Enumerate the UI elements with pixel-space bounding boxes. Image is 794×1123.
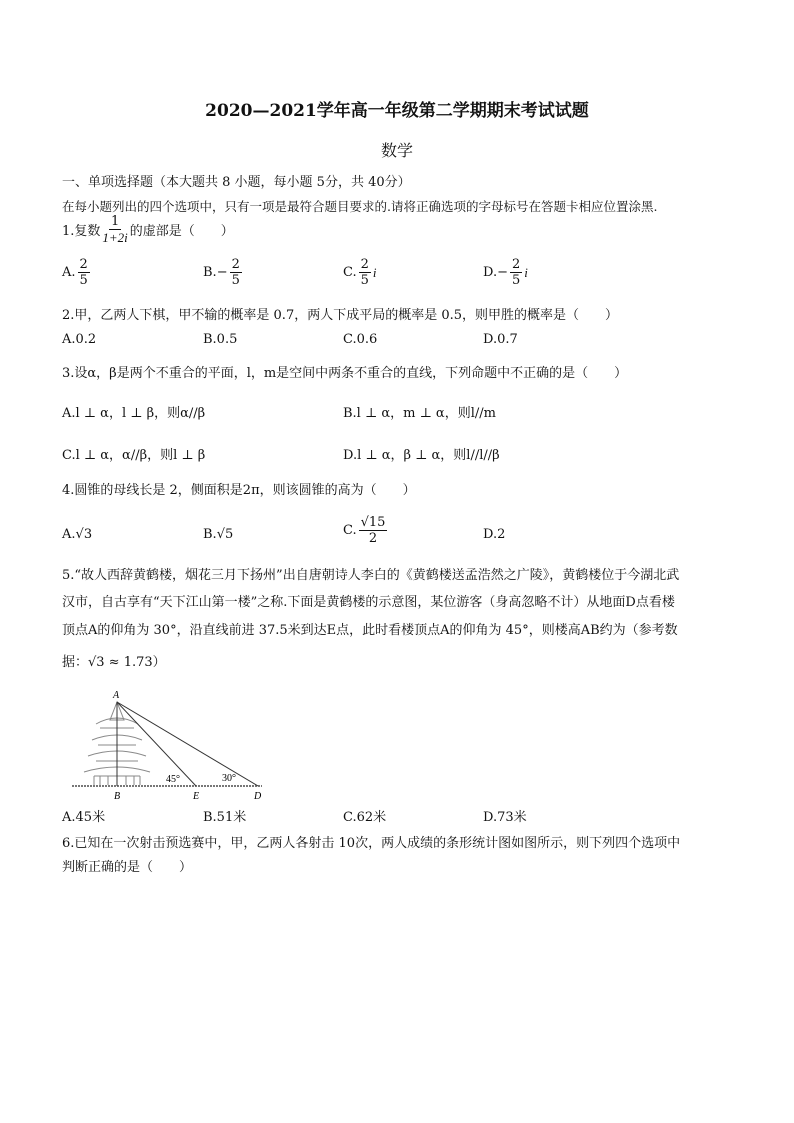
imag-unit: i (372, 264, 377, 280)
numerator: 2 (231, 257, 240, 272)
point-d-label: D (254, 791, 262, 802)
q5-option-c[interactable]: C.62米 (343, 810, 387, 825)
numerator: 1 (110, 214, 120, 229)
sign: − (216, 265, 228, 280)
question-4: 4.圆锥的母线长是 2，侧面积是2π，则该圆锥的高为（ ） (62, 483, 416, 498)
q2-option-d[interactable]: D.0.7 (483, 332, 518, 347)
label: A. (62, 265, 76, 280)
sign: − (497, 265, 508, 280)
question-3: 3.设α，β是两个不重合的平面，l，m是空间中两条不重合的直线，下列命题中不正确的是（ ） (62, 366, 628, 381)
value: √3 (75, 527, 93, 542)
label: B. (203, 265, 217, 280)
instruction: 在每小题列出的四个选项中，只有一项是最符合题目要求的.请将正确选项的字母标号在答题卡相应位置涂黑. (62, 199, 658, 214)
q6-line-2: 判断正确的是（ ） (62, 860, 193, 875)
q2-option-c[interactable]: C.0.6 (343, 332, 378, 347)
label: D.2 (483, 527, 506, 542)
subject-title: 数学 (380, 141, 413, 160)
denominator: 5 (512, 273, 521, 288)
q5-line-3: 顶点A的仰角为 30°，沿直线前进 37.5米到达E点，此时看楼顶点A的仰角为 45°，则楼高AB约为（参考数 (62, 623, 678, 638)
numerator: 2 (360, 257, 369, 272)
label: D. (483, 265, 498, 280)
section-heading: 一、单项选择题（本大题共 8 小题，每小题 5分，共 40分） (62, 175, 411, 190)
q1-prefix: 1.复数 (62, 224, 101, 239)
point-e-label: E (193, 791, 200, 802)
exam-title: 2020—2021学年高一年级第二学期期末考试试题 (205, 101, 589, 121)
q5-line-2: 汉市，自古享有“天下江山第一楼”之称.下面是黄鹤楼的示意图，某位游客（身高忽略不计）从地面D点看楼 (62, 595, 675, 610)
denominator: 1+2i (102, 230, 128, 245)
angle-45-label: 45° (166, 774, 180, 785)
q2-option-b[interactable]: B.0.5 (203, 332, 238, 347)
denominator: 5 (231, 273, 240, 288)
denominator: 5 (79, 273, 88, 288)
label: B. (203, 527, 217, 542)
imag-unit: i (524, 264, 528, 280)
q1-suffix: 的虚部是（ ） (129, 224, 234, 239)
q5-option-a[interactable]: A.45米 (62, 810, 106, 825)
numerator: 2 (79, 257, 88, 272)
q5-option-b[interactable]: B.51米 (203, 810, 247, 825)
point-a-label: A (113, 690, 120, 701)
q3-option-b[interactable]: B.l ⊥ α，m ⊥ α，则l//m (343, 406, 496, 421)
denominator: 5 (360, 273, 369, 288)
label: C. (343, 265, 357, 280)
label: C. (343, 523, 357, 538)
segment-ae (117, 702, 196, 786)
q3-option-a[interactable]: A.l ⊥ α，l ⊥ β，则α//β (62, 406, 206, 421)
q3-option-c[interactable]: C.l ⊥ α，α//β，则l ⊥ β (62, 448, 206, 463)
q5-option-d[interactable]: D.73米 (483, 810, 527, 825)
label: A. (62, 527, 76, 542)
question-2: 2.甲，乙两人下棋，甲不输的概率是 0.7，两人下成平局的概率是 0.5，则甲胜的概率是（ ） (62, 308, 619, 323)
denominator: 2 (368, 531, 378, 546)
point-b-label: B (114, 791, 121, 802)
numerator: 2 (512, 257, 521, 272)
numerator: √15 (360, 515, 386, 530)
q3-option-d[interactable]: D.l ⊥ α，β ⊥ α，则l//l//β (343, 448, 500, 463)
q2-option-a[interactable]: A.0.2 (62, 332, 97, 347)
value: √5 (216, 527, 234, 542)
segment-ad (117, 702, 258, 786)
q5-line-1: 5.“故人西辞黄鹤楼，烟花三月下扬州”出自唐朝诗人李白的《黄鹤楼送孟浩然之广陵》，黄鹤楼位于今湖北武 (62, 568, 680, 583)
q5-line-4: 据：√3 ≈ 1.73） (62, 655, 166, 670)
q6-line-1: 6.已知在一次射击预选赛中，甲，乙两人各射击 10次，两人成绩的条形统计图如图所示，则下列四个选项中 (62, 836, 681, 851)
angle-30-label: 30° (222, 773, 236, 784)
